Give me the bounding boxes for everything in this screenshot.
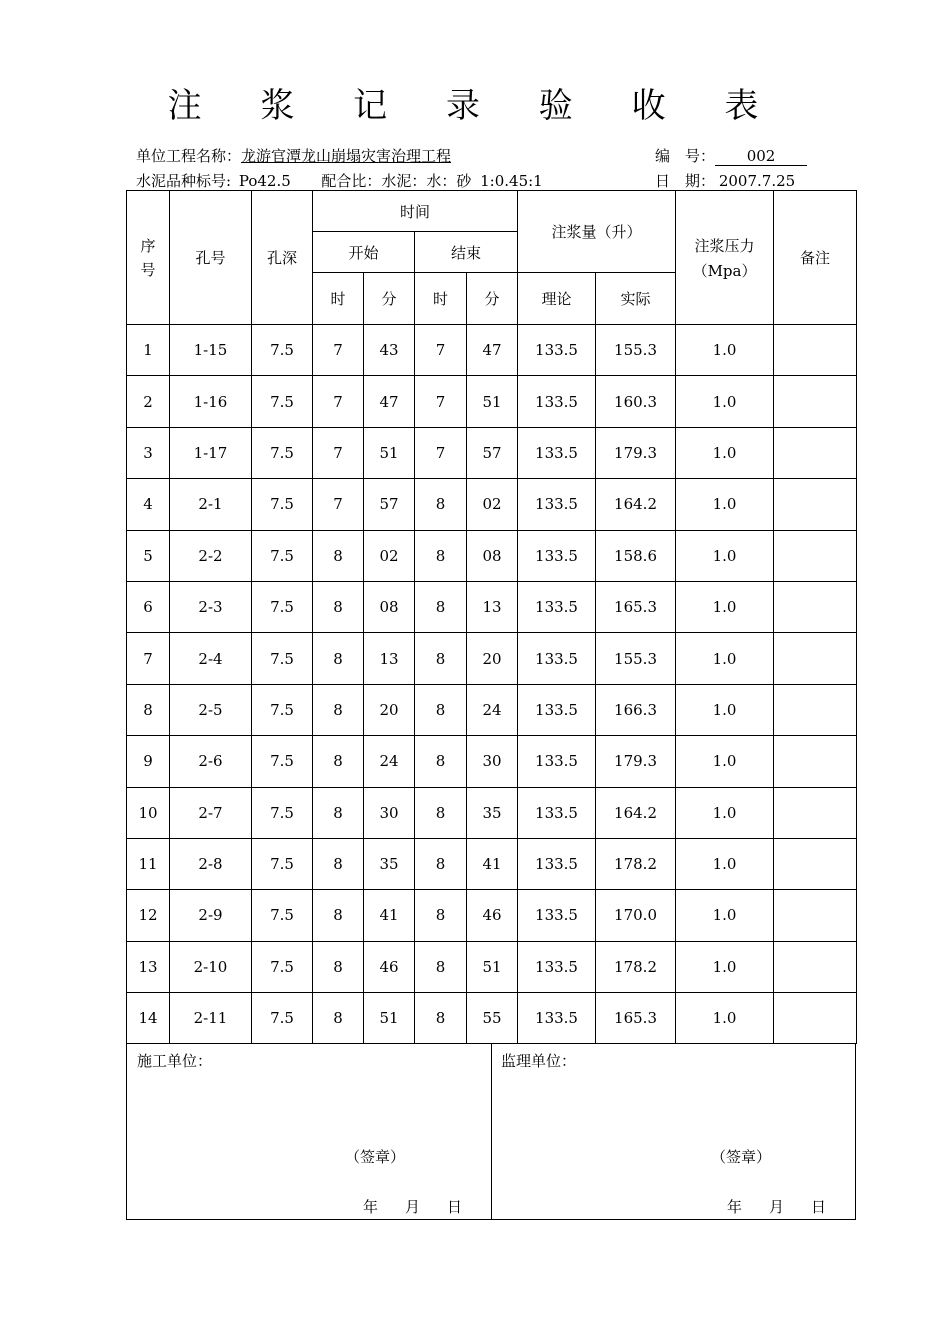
cell-pressure: 1.0 — [676, 581, 774, 632]
cell-seq: 14 — [127, 993, 170, 1044]
cell-seq: 1 — [127, 325, 170, 376]
cell-seq: 3 — [127, 427, 170, 478]
cell-volume-theory: 133.5 — [518, 993, 596, 1044]
cell-seq: 13 — [127, 941, 170, 992]
cell-hole-no: 2-9 — [170, 890, 252, 941]
cell-end-minute: 02 — [467, 479, 518, 530]
cell-volume-theory: 133.5 — [518, 479, 596, 530]
table-row — [127, 376, 857, 427]
cell-start-hour: 8 — [313, 941, 364, 992]
cell-remark — [774, 787, 857, 838]
table-row — [127, 736, 857, 787]
cell-end-minute: 35 — [467, 787, 518, 838]
cell-end-hour: 8 — [415, 736, 467, 787]
cell-volume-theory: 133.5 — [518, 736, 596, 787]
contractor-seal: （签章） — [345, 1148, 406, 1166]
cell-hole-no: 2-7 — [170, 787, 252, 838]
header-seq: 序号 — [127, 191, 170, 325]
cell-remark — [774, 838, 857, 889]
cell-seq: 4 — [127, 479, 170, 530]
cell-end-minute: 46 — [467, 890, 518, 941]
cell-seq: 9 — [127, 736, 170, 787]
header-hole-no: 孔号 — [170, 191, 252, 325]
cell-seq: 10 — [127, 787, 170, 838]
header-start: 开始 — [313, 232, 415, 273]
cell-volume-theory: 133.5 — [518, 787, 596, 838]
ratio-value: 1:0.45:1 — [471, 173, 551, 191]
cell-end-hour: 8 — [415, 633, 467, 684]
cell-hole-depth: 7.5 — [252, 633, 313, 684]
cell-start-hour: 8 — [313, 581, 364, 632]
header-time: 时间 — [313, 191, 518, 232]
cell-remark — [774, 736, 857, 787]
cell-remark — [774, 890, 857, 941]
cell-end-minute: 47 — [467, 325, 518, 376]
number-line — [655, 145, 807, 166]
cell-volume-theory: 133.5 — [518, 427, 596, 478]
cell-end-hour: 7 — [415, 427, 467, 478]
cell-pressure: 1.0 — [676, 736, 774, 787]
cell-volume-actual: 178.2 — [596, 941, 676, 992]
cell-end-minute: 08 — [467, 530, 518, 581]
cell-seq: 5 — [127, 530, 170, 581]
cell-hole-no: 2-8 — [170, 838, 252, 889]
date-line — [655, 170, 799, 191]
cell-remark — [774, 993, 857, 1044]
supervisor-date: 年 月 日 — [727, 1198, 827, 1216]
cell-volume-theory: 133.5 — [518, 941, 596, 992]
cell-volume-actual: 164.2 — [596, 787, 676, 838]
cell-hole-no: 2-6 — [170, 736, 252, 787]
cell-remark — [774, 479, 857, 530]
cell-remark — [774, 530, 857, 581]
cell-end-minute: 13 — [467, 581, 518, 632]
cell-start-minute: 51 — [364, 993, 415, 1044]
cell-seq: 11 — [127, 838, 170, 889]
header-end: 结束 — [415, 232, 518, 273]
cell-hole-depth: 7.5 — [252, 530, 313, 581]
cell-remark — [774, 376, 857, 427]
cell-end-hour: 8 — [415, 993, 467, 1044]
cell-hole-depth: 7.5 — [252, 941, 313, 992]
cell-hole-depth: 7.5 — [252, 736, 313, 787]
cell-remark — [774, 427, 857, 478]
cell-volume-actual: 165.3 — [596, 581, 676, 632]
project-line — [136, 145, 451, 166]
cell-volume-actual: 155.3 — [596, 633, 676, 684]
cell-pressure: 1.0 — [676, 787, 774, 838]
cell-remark — [774, 325, 857, 376]
table-row — [127, 684, 857, 735]
number-label: 编 号： — [655, 147, 716, 165]
page-title: 注 浆 记 录 验 收 表 — [167, 86, 783, 126]
cell-start-minute: 20 — [364, 684, 415, 735]
cell-pressure: 1.0 — [676, 941, 774, 992]
cell-end-minute: 20 — [467, 633, 518, 684]
cell-pressure: 1.0 — [676, 530, 774, 581]
cell-hole-depth: 7.5 — [252, 581, 313, 632]
cell-seq: 2 — [127, 376, 170, 427]
cell-start-hour: 7 — [313, 376, 364, 427]
cell-start-hour: 7 — [313, 479, 364, 530]
cell-volume-actual: 179.3 — [596, 736, 676, 787]
cell-hole-depth: 7.5 — [252, 479, 313, 530]
cell-remark — [774, 941, 857, 992]
date-value: 2007.7.25 — [715, 173, 799, 191]
cell-start-minute: 51 — [364, 427, 415, 478]
cell-volume-actual: 155.3 — [596, 325, 676, 376]
table-row — [127, 633, 857, 684]
cell-hole-no: 1-15 — [170, 325, 252, 376]
cell-volume-actual: 178.2 — [596, 838, 676, 889]
cement-grade: Po42.5 — [236, 173, 294, 191]
cell-start-minute: 43 — [364, 325, 415, 376]
cell-end-hour: 8 — [415, 479, 467, 530]
cell-pressure: 1.0 — [676, 838, 774, 889]
header-theory: 理论 — [518, 273, 596, 325]
table-row — [127, 838, 857, 889]
header-volume: 注浆量（升） — [518, 191, 676, 273]
cell-start-hour: 7 — [313, 427, 364, 478]
cell-hole-no: 2-5 — [170, 684, 252, 735]
cell-volume-actual: 179.3 — [596, 427, 676, 478]
cell-seq: 7 — [127, 633, 170, 684]
supervisor-seal: （签章） — [711, 1148, 772, 1166]
header-remark: 备注 — [774, 191, 857, 325]
cell-end-minute: 24 — [467, 684, 518, 735]
cell-hole-no: 2-3 — [170, 581, 252, 632]
cell-hole-no: 2-4 — [170, 633, 252, 684]
header-start-minute: 分 — [364, 273, 415, 325]
cell-hole-depth: 7.5 — [252, 684, 313, 735]
number-value: 002 — [715, 148, 807, 166]
cell-hole-depth: 7.5 — [252, 427, 313, 478]
cell-remark — [774, 633, 857, 684]
cell-hole-depth: 7.5 — [252, 890, 313, 941]
cell-end-hour: 8 — [415, 890, 467, 941]
cell-volume-theory: 133.5 — [518, 325, 596, 376]
cell-end-minute: 30 — [467, 736, 518, 787]
cell-volume-actual: 170.0 — [596, 890, 676, 941]
cell-volume-theory: 133.5 — [518, 684, 596, 735]
cell-end-hour: 8 — [415, 941, 467, 992]
grouting-record-table — [126, 190, 857, 1044]
cell-start-minute: 46 — [364, 941, 415, 992]
cell-hole-depth: 7.5 — [252, 787, 313, 838]
cell-start-hour: 8 — [313, 530, 364, 581]
cell-volume-actual: 158.6 — [596, 530, 676, 581]
cell-start-minute: 30 — [364, 787, 415, 838]
contractor-label: 施工单位： — [137, 1052, 213, 1070]
cell-end-minute: 51 — [467, 941, 518, 992]
cement-line — [136, 170, 551, 191]
cell-hole-no: 1-16 — [170, 376, 252, 427]
cell-hole-no: 2-1 — [170, 479, 252, 530]
cell-start-minute: 41 — [364, 890, 415, 941]
cell-volume-actual: 160.3 — [596, 376, 676, 427]
cell-start-hour: 8 — [313, 633, 364, 684]
cell-pressure: 1.0 — [676, 633, 774, 684]
header-actual: 实际 — [596, 273, 676, 325]
cell-volume-theory: 133.5 — [518, 838, 596, 889]
table-row — [127, 993, 857, 1044]
header-end-minute: 分 — [467, 273, 518, 325]
table-row — [127, 325, 857, 376]
cell-hole-depth: 7.5 — [252, 993, 313, 1044]
cell-seq: 12 — [127, 890, 170, 941]
cell-hole-depth: 7.5 — [252, 838, 313, 889]
header-start-hour: 时 — [313, 273, 364, 325]
cell-end-minute: 57 — [467, 427, 518, 478]
cell-start-minute: 08 — [364, 581, 415, 632]
cell-hole-depth: 7.5 — [252, 325, 313, 376]
table-row — [127, 479, 857, 530]
header-end-hour: 时 — [415, 273, 467, 325]
table-row — [127, 787, 857, 838]
cell-volume-theory: 133.5 — [518, 581, 596, 632]
cell-hole-no: 1-17 — [170, 427, 252, 478]
cell-remark — [774, 581, 857, 632]
cell-end-hour: 7 — [415, 376, 467, 427]
signature-area — [126, 1044, 856, 1220]
project-name: 龙游官潭龙山崩塌灾害治理工程 — [241, 147, 452, 165]
cell-end-hour: 8 — [415, 787, 467, 838]
cement-label: 水泥品种标号: — [136, 172, 232, 190]
cell-start-hour: 8 — [313, 838, 364, 889]
header-pressure: 注浆压力 （Mpa） — [676, 191, 774, 325]
cell-start-minute: 35 — [364, 838, 415, 889]
cell-volume-theory: 133.5 — [518, 530, 596, 581]
cell-end-minute: 41 — [467, 838, 518, 889]
cell-start-hour: 8 — [313, 787, 364, 838]
cell-start-hour: 8 — [313, 993, 364, 1044]
contractor-date: 年 月 日 — [363, 1198, 463, 1216]
cell-remark — [774, 684, 857, 735]
table-row — [127, 530, 857, 581]
cell-hole-depth: 7.5 — [252, 376, 313, 427]
cell-hole-no: 2-2 — [170, 530, 252, 581]
cell-start-minute: 24 — [364, 736, 415, 787]
cell-volume-actual: 165.3 — [596, 993, 676, 1044]
project-label: 单位工程名称： — [136, 147, 242, 165]
cell-hole-no: 2-10 — [170, 941, 252, 992]
cell-hole-no: 2-11 — [170, 993, 252, 1044]
cell-seq: 8 — [127, 684, 170, 735]
cell-end-minute: 55 — [467, 993, 518, 1044]
cell-pressure: 1.0 — [676, 325, 774, 376]
cell-end-hour: 8 — [415, 684, 467, 735]
cell-start-hour: 8 — [313, 736, 364, 787]
cell-start-minute: 47 — [364, 376, 415, 427]
cell-volume-actual: 164.2 — [596, 479, 676, 530]
cell-end-hour: 8 — [415, 581, 467, 632]
cell-start-hour: 8 — [313, 890, 364, 941]
cell-pressure: 1.0 — [676, 684, 774, 735]
header-hole-depth: 孔深 — [252, 191, 313, 325]
cell-start-minute: 57 — [364, 479, 415, 530]
table-row — [127, 581, 857, 632]
supervisor-label: 监理单位： — [501, 1052, 577, 1070]
cell-end-hour: 8 — [415, 838, 467, 889]
cell-pressure: 1.0 — [676, 993, 774, 1044]
cell-volume-theory: 133.5 — [518, 890, 596, 941]
table-row — [127, 890, 857, 941]
cell-start-minute: 02 — [364, 530, 415, 581]
cell-pressure: 1.0 — [676, 890, 774, 941]
cell-start-minute: 13 — [364, 633, 415, 684]
signature-divider — [491, 1044, 492, 1219]
cell-pressure: 1.0 — [676, 479, 774, 530]
table-row — [127, 427, 857, 478]
table-row — [127, 941, 857, 992]
cell-volume-theory: 133.5 — [518, 376, 596, 427]
cell-end-minute: 51 — [467, 376, 518, 427]
cell-end-hour: 7 — [415, 325, 467, 376]
cell-start-hour: 7 — [313, 325, 364, 376]
cell-seq: 6 — [127, 581, 170, 632]
cell-volume-theory: 133.5 — [518, 633, 596, 684]
ratio-label: 配合比：水泥：水：砂 — [321, 172, 472, 190]
date-label: 日 期： — [655, 172, 716, 190]
cell-end-hour: 8 — [415, 530, 467, 581]
cell-start-hour: 8 — [313, 684, 364, 735]
cell-volume-actual: 166.3 — [596, 684, 676, 735]
cell-pressure: 1.0 — [676, 376, 774, 427]
cell-pressure: 1.0 — [676, 427, 774, 478]
